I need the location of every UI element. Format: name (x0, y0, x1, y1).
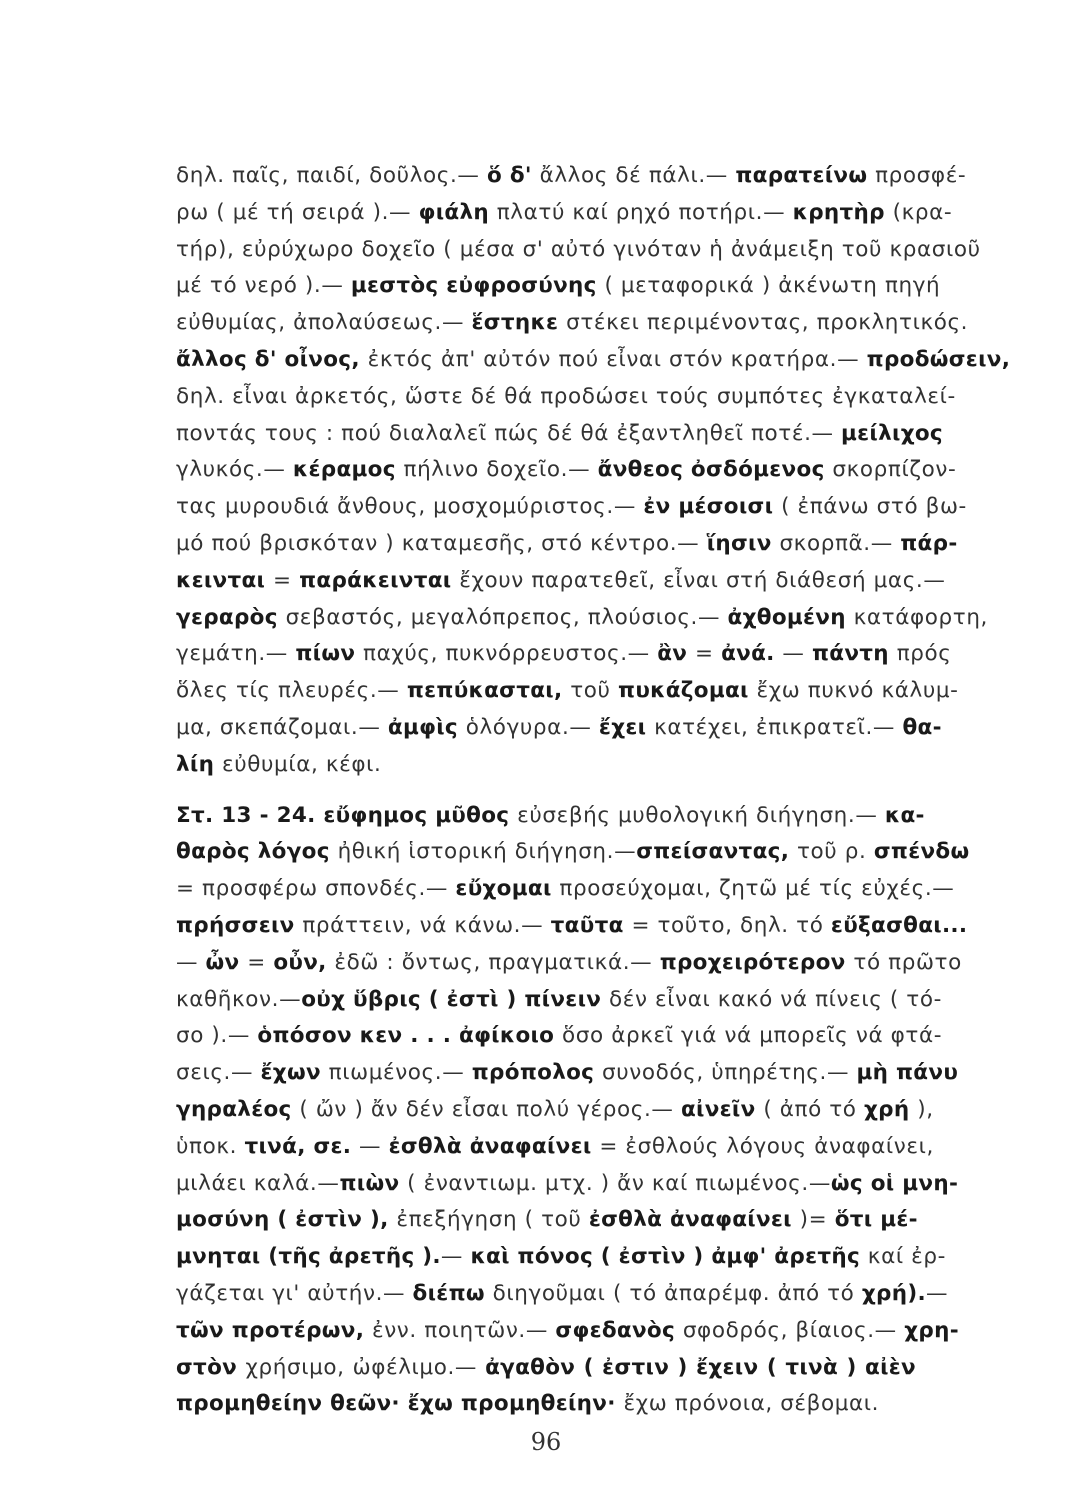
headword: μεστὸς εὐφροσύνης (350, 273, 605, 299)
headword: ἂν (657, 641, 696, 667)
gloss-text: μέ τό νερό ).— (176, 273, 351, 299)
headword: πυκάζομαι (618, 678, 757, 704)
headword: εὔφημος μῦθος (323, 802, 518, 828)
gloss-text: γλυκός.— (176, 457, 293, 483)
headword: σπείσαντας, (636, 839, 797, 865)
headword: θα- (902, 714, 942, 740)
headword: παρατείνω (735, 163, 876, 188)
headword: ὁπόσον κεν . . . ἀφίκοιο (257, 1023, 563, 1049)
gloss-text: γάζεται γι' αὐτήν.— (176, 1280, 413, 1306)
headword: πίων (295, 641, 364, 667)
gloss-text: — (176, 949, 206, 975)
text-line (176, 1055, 959, 1092)
gloss-text: καθῆκον.— (176, 986, 302, 1012)
gloss-text: τοῦ (570, 678, 619, 704)
headword: κα- (884, 802, 925, 828)
headword: γεραρὸς (176, 604, 286, 630)
headword: προχειρότερον (659, 949, 854, 975)
text-line (176, 232, 981, 269)
gloss-text: μα, σκεπάζομαι.— (176, 714, 388, 740)
headword: ἀνά. (721, 641, 783, 667)
gloss-text: — (359, 1133, 389, 1159)
gloss-text: — (440, 1244, 471, 1270)
gloss-text: εὐθυμίας, ἀπολαύσεως.— (176, 310, 472, 336)
text-line (176, 747, 916, 784)
gloss-text: συνοδός, ὑπηρέτης.— (602, 1060, 857, 1086)
gloss-text: σο ).— (176, 1023, 258, 1049)
gloss-text: δηλ. εἶναι ἀρκετός, ὥστε δέ θά προδώσει τούς συμπότες ἐγκαταλεί- (176, 383, 956, 409)
gloss-text: = (695, 641, 722, 667)
gloss-text: τήρ), εὐρύχωρο δοχεῖο ( μέσα σ' αὐτό γινόταν ἡ ἀνάμειξη τοῦ κρασιοῦ (176, 236, 981, 262)
headword: πιὼν (339, 1170, 408, 1196)
headword: χρή (864, 1096, 918, 1122)
headword: ἄνθεος ὀσδόμενος (597, 457, 833, 483)
text-line (176, 1202, 916, 1239)
gloss-text: χρήσιμο, ὠφέλιμο.— (245, 1354, 486, 1380)
headword: Στ. 13 - 24. (176, 802, 324, 828)
gloss-text: ἔχω πρόνοια, σέβομαι. (623, 1391, 880, 1417)
headword: τῶν προτέρων, (176, 1317, 372, 1343)
headword: μὴ πάνυ (856, 1060, 959, 1086)
gloss-text: ἐνν. ποιητῶν.— (371, 1317, 556, 1343)
gloss-text: τας μυρουδιά ἄνθους, μοσχομύριστος.— (176, 494, 644, 520)
headword: ἕστηκε (471, 310, 567, 336)
gloss-text: ἠθική ἱστορική διήγηση.— (337, 839, 637, 865)
headword: κέραμος (292, 457, 404, 483)
gloss-text: δηλ. παῖς, παιδί, δοῦλος.— (176, 163, 487, 188)
gloss-text: στέκει περιμένοντας, προκλητικός. (566, 310, 969, 336)
gloss-text: ρω ( μέ τή σειρά ).— (176, 199, 419, 225)
gloss-text: ὑποκ. (176, 1133, 245, 1159)
headword: ἐσθλὰ ἀναφαίνει (388, 1133, 600, 1159)
gloss-text: ἔχω πυκνό κάλυμ- (756, 678, 959, 704)
headword: ὅ δ' (486, 163, 540, 188)
headword: αἰνεῖν (680, 1096, 764, 1122)
gloss-text: προσφέ- (875, 163, 967, 188)
gloss-text: σκορπίζον- (832, 457, 957, 483)
gloss-text: σεβαστός, μεγαλόπρεπος, πλούσιος.— (285, 604, 728, 630)
gloss-text: παχύς, πυκνόρρευστος.— (363, 641, 658, 667)
headword: κρητὴρ (792, 199, 893, 225)
text-line (176, 342, 1011, 379)
text-line (176, 834, 970, 871)
gloss-text: ὅλες τίς πλευρές.— (176, 678, 407, 704)
text-line (176, 908, 968, 945)
text-line (176, 416, 943, 453)
text-line (176, 526, 958, 563)
headword: πεπύκασται, (406, 678, 571, 704)
headword: εὔξασθαι... (830, 912, 968, 938)
gloss-text: (κρα- (892, 199, 953, 225)
headword: ἀγαθὸν ( ἐστιν ) ἔχειν ( τινὰ ) αἰὲν (485, 1354, 916, 1380)
gloss-text: — (925, 1280, 949, 1306)
page-text (176, 158, 1011, 1423)
headword: ὡς οἱ μνη- (830, 1170, 959, 1196)
gloss-text: πράττειν, νά κάνω.— (302, 912, 551, 938)
headword: παράκεινται (299, 567, 460, 593)
headword: μείλιχος (841, 420, 943, 446)
headword: οὖν, (273, 949, 335, 975)
gloss-text: κατέχει, ἐπικρατεῖ.— (654, 714, 903, 740)
headword: θαρὸς λόγος (176, 839, 338, 865)
gloss-text: πιωμένος.— (328, 1060, 472, 1086)
gloss-text: τοῦ ρ. (796, 839, 874, 865)
headword: ὅτι μέ- (834, 1207, 918, 1233)
text-line (176, 563, 946, 600)
headword: στὸν (176, 1354, 246, 1380)
headword: προδώσειν, (866, 346, 1011, 372)
headword: κεινται (176, 567, 274, 593)
headword: πρόπολος (471, 1060, 603, 1086)
gloss-text: ὁλόγυρα.— (465, 714, 599, 740)
text-line (176, 1276, 949, 1313)
text-line (176, 710, 942, 747)
headword: λίη (176, 751, 222, 777)
headword: ὦν (205, 949, 248, 975)
gloss-text: )= (799, 1207, 835, 1233)
gloss-text: ( ἐναντιωμ. μτχ. ) ἄν καί πιωμένος.— (407, 1170, 831, 1196)
headword: φιάλη (418, 199, 497, 225)
headword: ἐσθλὰ ἀναφαίνει (588, 1207, 800, 1233)
text-line (176, 1313, 959, 1350)
text-line (176, 673, 959, 710)
headword: μοσύνη ( ἐστὶν ), (176, 1207, 397, 1233)
gloss-text: ( ἀπό τό (763, 1096, 864, 1122)
headword: ἔχει (598, 714, 655, 740)
gloss-text: πήλινο δοχεῖο.— (403, 457, 598, 483)
headword: οὐχ ὕβρις ( ἐστὶ ) πίνειν (301, 986, 609, 1012)
gloss-text: σκορπᾶ.— (779, 530, 901, 556)
text-line (176, 195, 953, 232)
headword: ἔχων (260, 1060, 329, 1086)
gloss-text: ποντάς τους : πού διαλαλεῖ πώς δέ θά ἐξαντληθεῖ ποτέ.— (176, 420, 842, 446)
headword: σπένδω (873, 839, 970, 865)
headword: διέπω (412, 1280, 493, 1306)
headword: ἀχθομένη (727, 604, 854, 630)
gloss-text: κατάφορτη, (853, 604, 988, 630)
gloss-text: εὐσεβής μυθολογική διήγηση.— (517, 802, 885, 828)
headword: σφεδανὸς (555, 1317, 683, 1343)
gloss-text: καί ἐρ- (867, 1244, 946, 1270)
gloss-text: = (273, 567, 300, 593)
gloss-text: ( μεταφορικά ) ἀκένωτη πηγή (604, 273, 941, 299)
text-line (176, 1239, 946, 1276)
headword: πρήσσειν (176, 912, 303, 938)
gloss-text: τό πρῶτο (853, 949, 962, 975)
headword: πάρ- (900, 530, 958, 556)
gloss-text: ὅσο ἀρκεῖ γιά νά μπορεῖς νά φτά- (562, 1023, 943, 1049)
text-line (176, 600, 988, 637)
headword: ἄλλος δ' οἶνος, (176, 346, 368, 372)
gloss-text: ( ὤν ) ἄν δέν εἶσαι πολύ γέρος.— (299, 1096, 681, 1122)
gloss-text: ἔχουν παρατεθεῖ, εἶναι στή διάθεσή μας.— (459, 567, 946, 593)
gloss-text: ἄλλος δέ πάλι.— (539, 163, 736, 188)
gloss-text: — (782, 641, 812, 667)
gloss-text: = (247, 949, 274, 975)
text-line (176, 1018, 943, 1055)
gloss-text: ( ἐπάνω στό βω- (781, 494, 967, 520)
text-line (176, 1092, 934, 1129)
gloss-text: ἐκτός ἀπ' αὐτόν πού εἶναι στόν κρατήρα.— (367, 346, 867, 372)
gloss-text: γεμάτη.— (176, 641, 296, 667)
gloss-text: = προσφέρω σπονδές.— (176, 876, 456, 902)
gloss-text: δέν εἶναι κακό νά πίνεις ( τό- (608, 986, 942, 1012)
gloss-text: μό πού βρισκόταν ) καταμεσῆς, στό κέντρο.— (176, 530, 707, 556)
text-line (176, 636, 952, 673)
headword: χρή). (861, 1280, 926, 1306)
gloss-text: πρός (896, 641, 952, 667)
headword: εὔχομαι (455, 876, 560, 902)
headword: καὶ πόνος ( ἐστὶν ) ἀμφ' ἀρετῆς (470, 1244, 868, 1270)
gloss-text: = τοῦτο, δηλ. τό (631, 912, 831, 938)
text-line (176, 1386, 916, 1423)
headword: ἐν μέσοισι (643, 494, 782, 520)
headword: ταῦτα (550, 912, 632, 938)
text-line (176, 982, 942, 1019)
text-line (176, 268, 941, 305)
gloss-text: μιλάει καλά.— (176, 1170, 340, 1196)
page-number: 96 (530, 1428, 562, 1456)
text-line (176, 489, 967, 526)
gloss-text: πλατύ καί ρηχό ποτήρι.— (496, 199, 793, 225)
gloss-text: σφοδρός, βίαιος.— (682, 1317, 905, 1343)
headword: χρη- (904, 1317, 959, 1343)
text-line (176, 1166, 959, 1203)
headword: γηραλέος (176, 1096, 300, 1122)
gloss-text: προσεύχομαι, ζητῶ μέ τίς εὐχές.— (559, 876, 955, 902)
gloss-text: εὐθυμία, κέφι. (221, 751, 382, 777)
gloss-text: = ἐσθλούς λόγους ἀναφαίνει, (599, 1133, 934, 1159)
text-line (176, 945, 962, 982)
text-line (176, 798, 925, 835)
headword: μνηται (τῆς ἀρετῆς ). (176, 1244, 441, 1270)
headword: τινά, σε. (244, 1133, 360, 1159)
text-line (176, 158, 967, 195)
text-line (176, 452, 957, 489)
headword: ἵησιν (706, 530, 780, 556)
headword: πάντη (811, 641, 897, 667)
gloss-text: ), (917, 1096, 934, 1122)
gloss-text: διηγοῦμαι ( τό ἀπαρέμφ. ἀπό τό (492, 1280, 862, 1306)
headword: προμηθείην θεῶν· ἔχω προμηθείην· (176, 1391, 624, 1417)
text-line (176, 871, 955, 908)
text-line (176, 1129, 934, 1166)
text-line (176, 1350, 916, 1387)
gloss-text: ἐπεξήγηση ( τοῦ (396, 1207, 589, 1233)
text-line (176, 379, 956, 416)
gloss-text: σεις.— (176, 1060, 261, 1086)
gloss-text: ἐδῶ : ὄντως, πραγματικά.— (334, 949, 660, 975)
text-line (176, 305, 969, 342)
headword: ἀμφὶς (387, 714, 466, 740)
